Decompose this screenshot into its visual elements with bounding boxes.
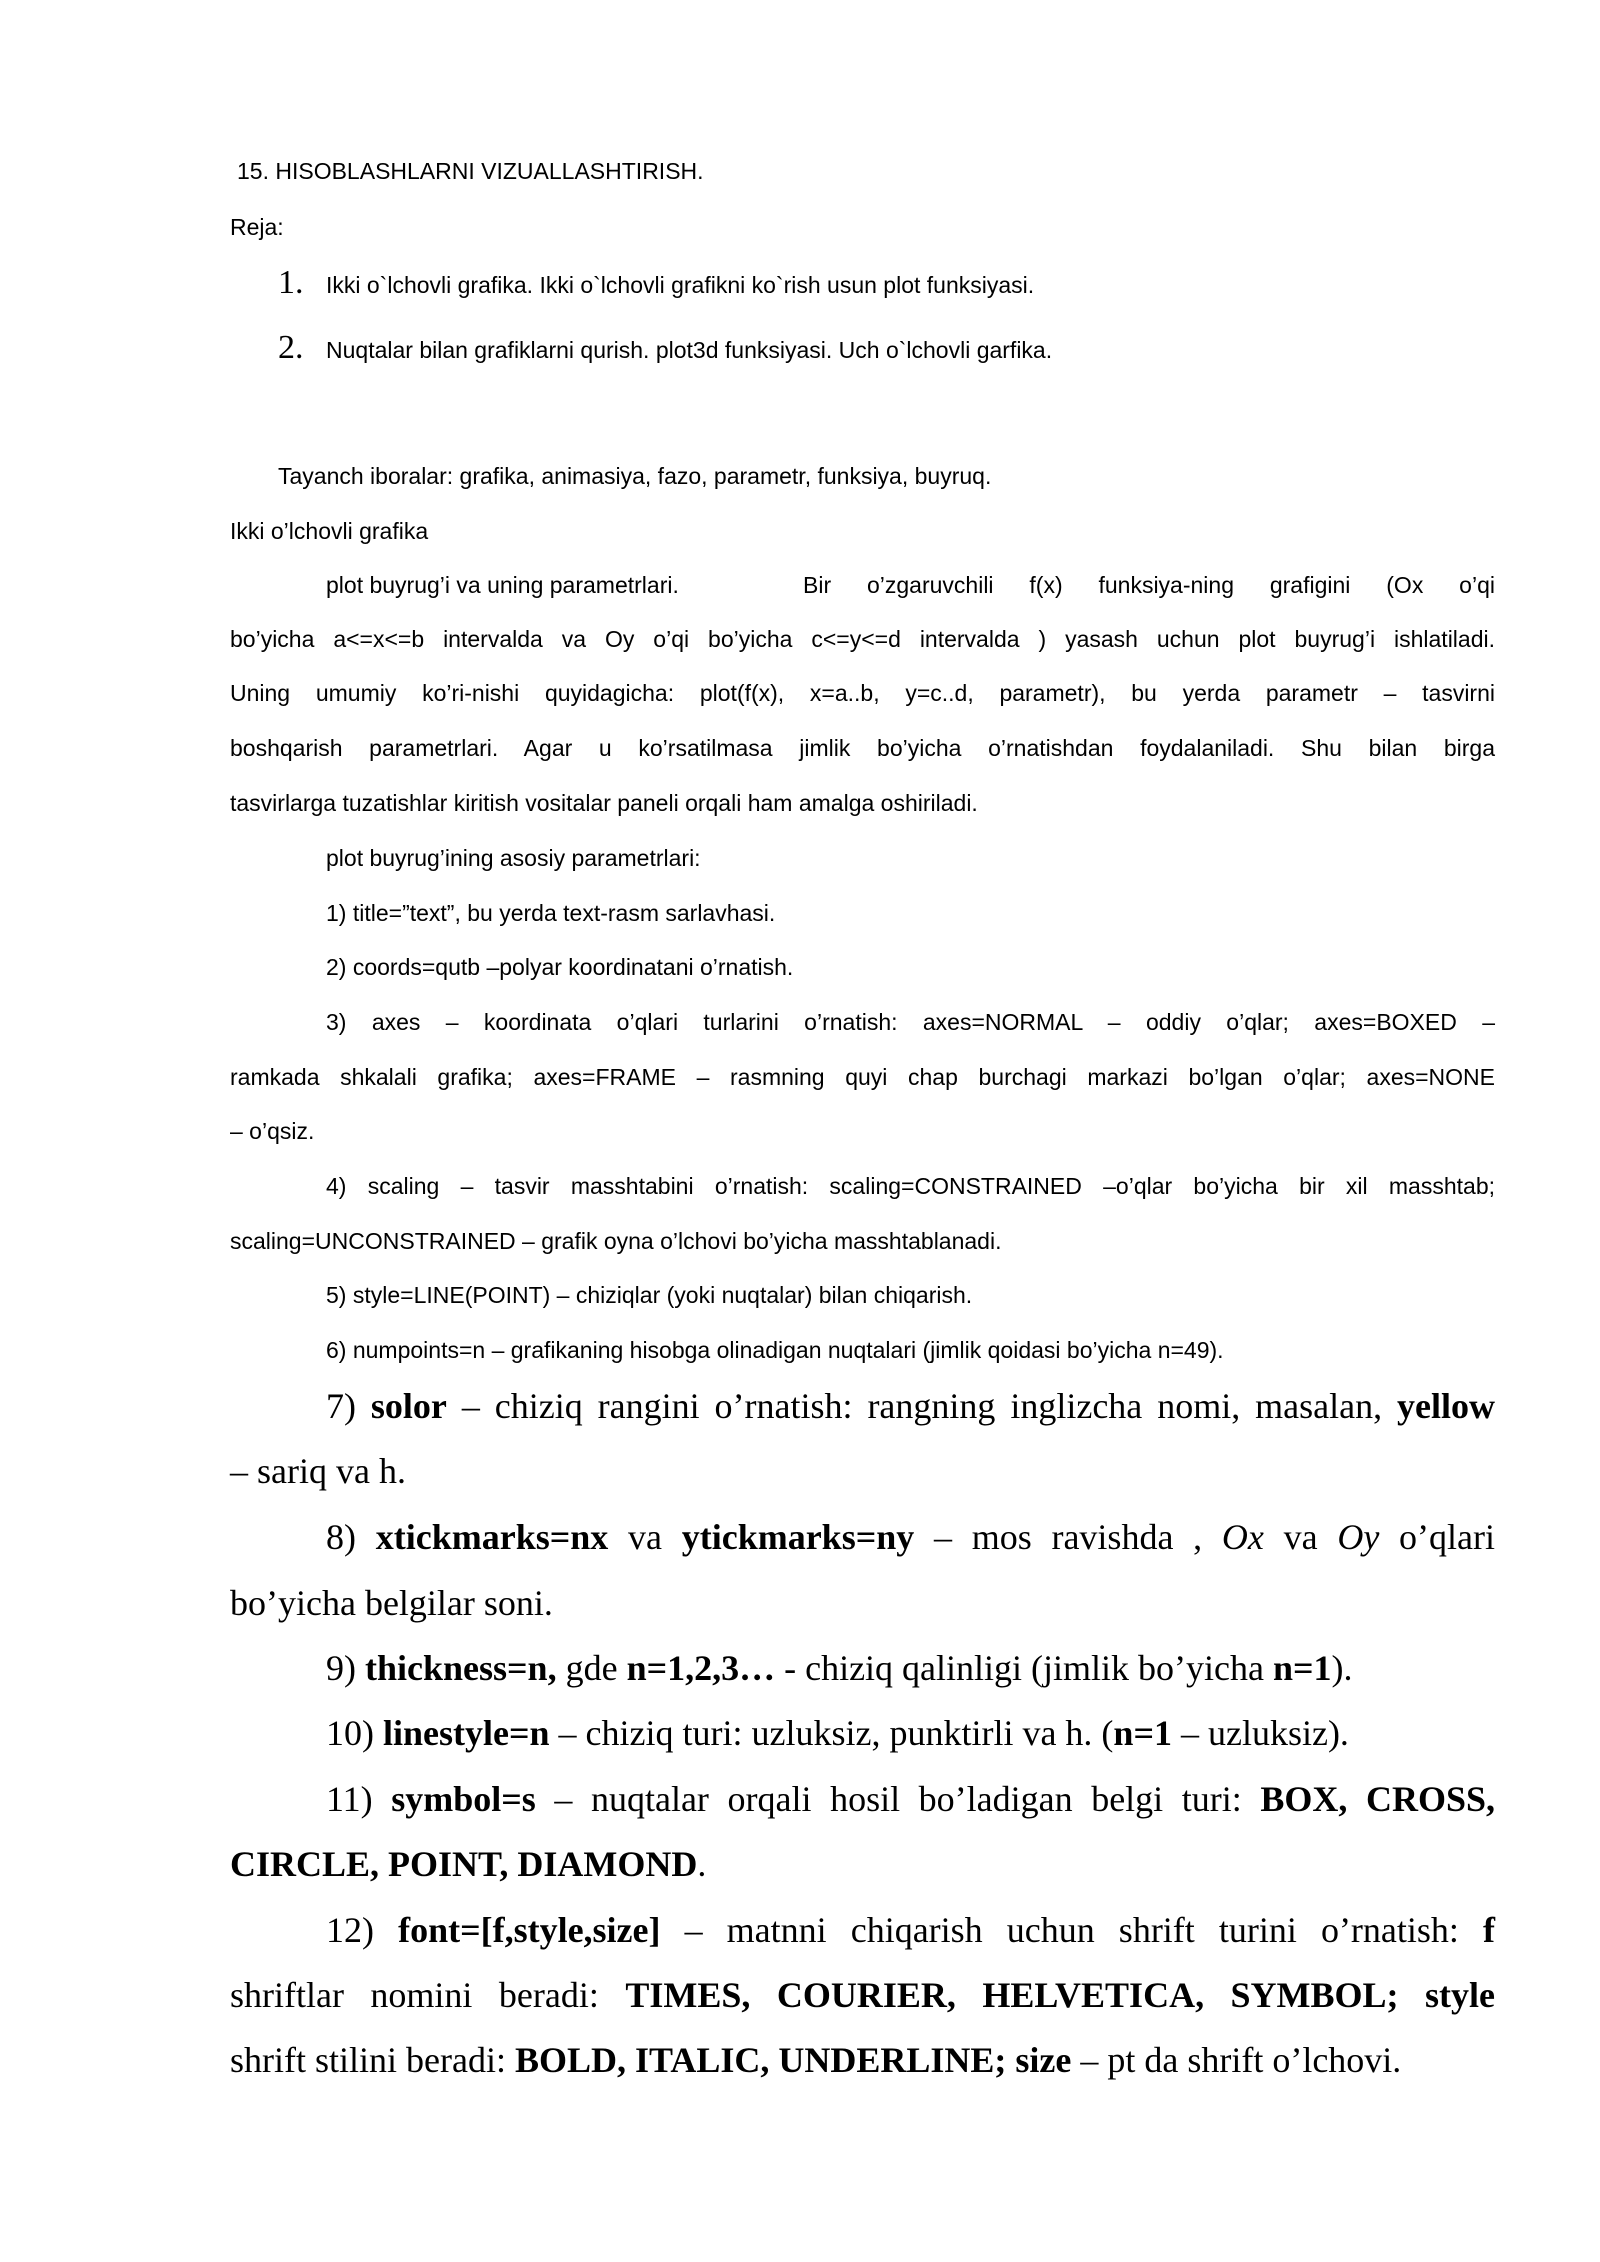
param-10	[326, 1710, 1349, 1756]
param-text: – matnni chiqarish uchun shrift turini o’rnatish:	[660, 1910, 1483, 1950]
param-keyword: n=1	[1113, 1713, 1172, 1753]
param-keyword: yellow	[1397, 1386, 1495, 1426]
param-3-line-2: ramkada shkalali grafika; axes=FRAME – rasmning quyi chap burchagi markazi bo’lgan o’qlar; axes=NONE	[230, 1064, 1495, 1090]
param-text: shriftlar nomini beradi:	[230, 1975, 626, 2015]
param-7-line-1	[326, 1383, 1495, 1429]
param-axis: Oy	[1337, 1517, 1380, 1557]
intro-line-1b: Bir o’zgaruvchili f(x) funksiya-ning grafigini (Ox o’qi	[803, 572, 1495, 598]
param-text: 8)	[326, 1517, 376, 1557]
plan-item	[278, 264, 1035, 301]
param-text: - chiziq qalinligi (jimlik bo’yicha	[775, 1648, 1273, 1688]
param-text: – pt da shrift o’lchovi.	[1071, 2040, 1402, 2080]
param-keyword: TIMES, COURIER, HELVETICA, SYMBOL; style	[625, 1975, 1495, 2015]
param-8-line-1	[326, 1514, 1495, 1560]
keywords: Tayanch iboralar: grafika, animasiya, fazo, parametr, funksiya, buyruq.	[278, 463, 992, 489]
param-keyword: solor	[370, 1386, 447, 1426]
param-7-line-2: – sariq va h.	[230, 1451, 406, 1491]
plan-item	[278, 329, 1053, 366]
intro-line-4: boshqarish parametrlari. Agar u ko’rsatilmasa jimlik bo’yicha o’rnatishdan foydalaniladi. Shu bilan birga	[230, 735, 1495, 761]
param-keyword: n=1	[1273, 1648, 1332, 1688]
param-1: 1) title=”text”, bu yerda text-rasm sarlavhasi.	[326, 900, 776, 926]
param-keyword: font=[f,style,size]	[398, 1910, 661, 1950]
param-3-line-1: 3) axes – koordinata o’qlari turlarini o’rnatish: axes=NORMAL – oddiy o’qlar; axes=BOXED –	[326, 1009, 1495, 1035]
plan-item-number: 2.	[278, 329, 304, 366]
param-text: o’qlari	[1379, 1517, 1496, 1557]
param-text: 9)	[326, 1648, 365, 1688]
plan-item-number: 1.	[278, 264, 304, 301]
param-text: .	[697, 1844, 707, 1884]
param-9	[326, 1645, 1353, 1691]
plan-item-text: Nuqtalar bilan grafiklarni qurish. plot3d funksiyasi. Uch o`lchovli garfika.	[326, 337, 1053, 363]
param-keyword: CIRCLE, POINT, DIAMOND	[230, 1844, 698, 1884]
param-text: – uzluksiz).	[1171, 1713, 1349, 1753]
param-keyword: linestyle=n	[383, 1713, 550, 1753]
param-text: gde	[556, 1648, 627, 1688]
param-8-line-2: bo’yicha belgilar soni.	[230, 1583, 553, 1623]
param-6: 6) numpoints=n – grafikaning hisobga olinadigan nuqtalari (jimlik qoidasi bo’yicha n=49).	[326, 1337, 1224, 1363]
param-11-line-1	[326, 1776, 1495, 1822]
intro-line-2: bo’yicha a<=x<=b intervalda va Oy o’qi bo’yicha c<=y<=d intervalda ) yasash uchun plot buyrug’i ishlatiladi.	[230, 626, 1495, 652]
param-11-line-2	[230, 1841, 706, 1887]
param-text: – mos ravishda ,	[914, 1517, 1222, 1557]
param-text: – chiziq turi: uzluksiz, punktirli va h. (	[549, 1713, 1114, 1753]
param-text: 7)	[326, 1386, 371, 1426]
intro-line-5: tasvirlarga tuzatishlar kiritish vositalar paneli orqali ham amalga oshiriladi.	[230, 790, 978, 816]
param-text: 11)	[326, 1779, 392, 1819]
param-2: 2) coords=qutb –polyar koordinatani o’rnatish.	[326, 954, 794, 980]
param-5: 5) style=LINE(POINT) – chiziqlar (yoki nuqtalar) bilan chiqarish.	[326, 1282, 973, 1308]
param-text: shrift stilini beradi:	[230, 2040, 515, 2080]
plan-label: Reja:	[230, 214, 284, 240]
param-text: – nuqtalar orqali hosil bo’ladigan belgi turi:	[535, 1779, 1261, 1819]
param-keyword: f	[1483, 1910, 1495, 1950]
param-keyword: symbol=s	[391, 1779, 536, 1819]
intro-line-3: Uning umumiy ko’ri-nishi quyidagicha: plot(f(x), x=a..b, y=c..d, parametr), bu yerda parametr – tasvirni	[230, 680, 1495, 706]
param-12-line-2	[230, 1972, 1495, 2018]
param-3-line-3: – o’qsiz.	[230, 1118, 315, 1144]
param-12-line-1	[326, 1907, 1495, 1953]
param-keyword: BOLD, ITALIC, UNDERLINE; size	[514, 2040, 1072, 2080]
chapter-heading: 15. HISOBLASHLARNI VIZUALLASHTIRISH.	[237, 158, 704, 184]
param-axis: Ox	[1221, 1517, 1264, 1557]
plan-item-text: Ikki o`lchovli grafika. Ikki o`lchovli grafikni ko`rish usun plot funksiyasi.	[326, 272, 1035, 298]
param-text: va	[608, 1517, 682, 1557]
param-keyword: thickness=n,	[365, 1648, 557, 1688]
param-text: – chiziq rangini o’rnatish: rangning inglizcha nomi, masalan,	[446, 1386, 1398, 1426]
param-keyword: n=1,2,3…	[626, 1648, 776, 1688]
param-text: ).	[1331, 1648, 1353, 1688]
intro-line-1a: plot buyrug’i va uning parametrlari.	[326, 572, 679, 598]
param-text: va	[1263, 1517, 1338, 1557]
section-title: Ikki o’lchovli grafika	[230, 518, 429, 544]
param-text: 12)	[326, 1910, 399, 1950]
params-intro: plot buyrug’ining asosiy parametrlari:	[326, 845, 701, 871]
param-keyword: ytickmarks=ny	[681, 1517, 915, 1557]
param-text: 10)	[326, 1713, 383, 1753]
param-4-line-2: scaling=UNCONSTRAINED – grafik oyna o’lchovi bo’yicha masshtablanadi.	[230, 1228, 1002, 1254]
param-4-line-1: 4) scaling – tasvir masshtabini o’rnatish: scaling=CONSTRAINED –o’qlar bo’yicha bir xil masshtab;	[326, 1173, 1495, 1199]
param-12-line-3	[230, 2037, 1401, 2083]
param-keyword: BOX, CROSS,	[1260, 1779, 1495, 1819]
param-keyword: xtickmarks=nx	[375, 1517, 609, 1557]
